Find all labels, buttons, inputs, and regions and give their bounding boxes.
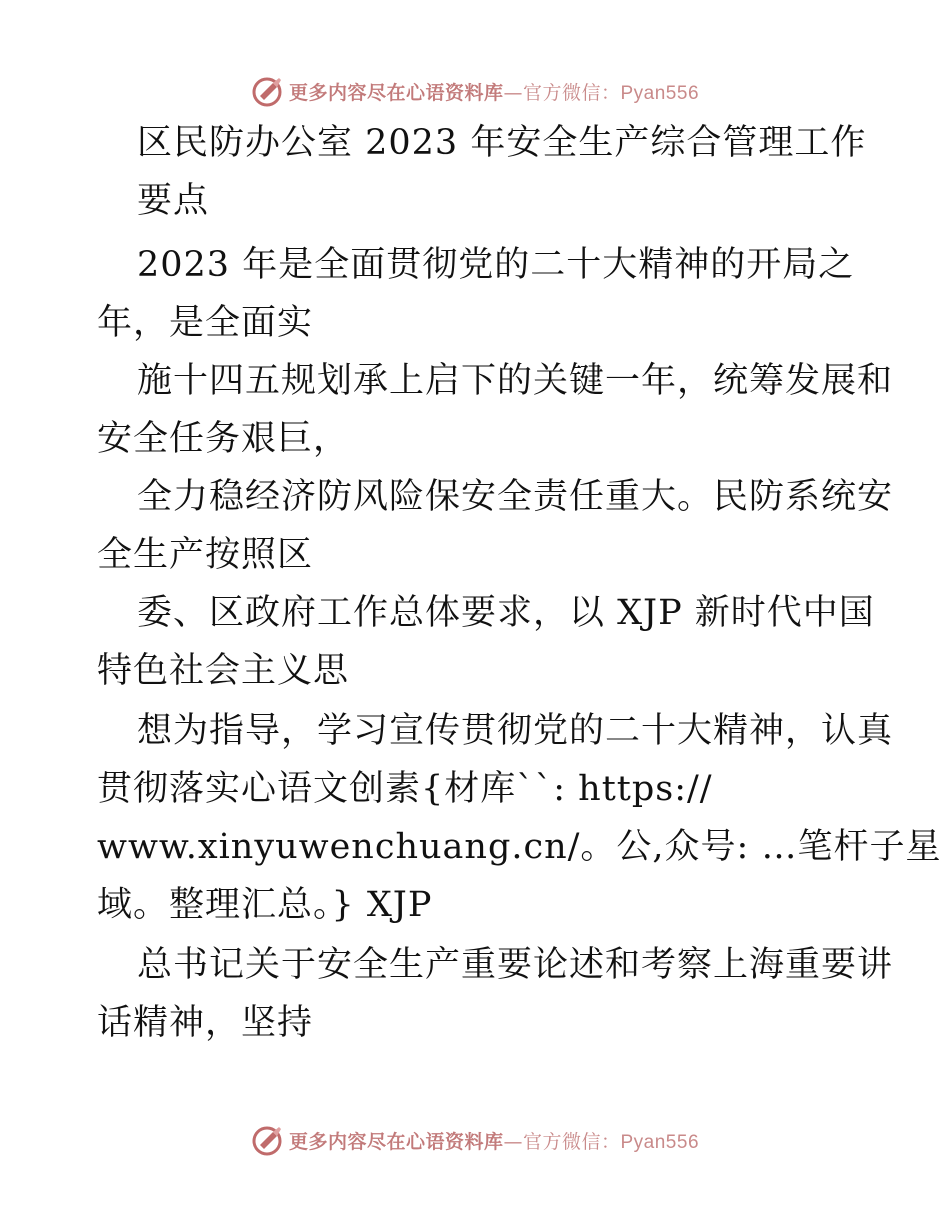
paragraph-line: 全力稳经济防风险保安全责任重大。民防系统安 — [137, 477, 894, 517]
paragraph-line: 年，是全面实 — [97, 303, 314, 343]
paragraph-line: 话精神，坚持 — [97, 1003, 314, 1043]
paragraph-line: 特色社会主义思 — [97, 651, 350, 691]
paragraph-line: 贯彻落实心语文创素{材库``: https:// — [97, 769, 713, 809]
paragraph-line: 全生产按照区 — [97, 535, 314, 575]
banner-id: Pyan556 — [620, 1131, 700, 1153]
doc-title-line-1: 区民防办公室 2023 年安全生产综合管理工作 — [137, 123, 867, 163]
banner-sub: 官方微信： — [522, 1130, 621, 1153]
header-watermark-banner — [0, 71, 950, 111]
banner-dash: — — [503, 81, 523, 104]
banner-dash: — — [503, 1130, 523, 1153]
paragraph-line: 2023 年是全面贯彻党的二十大精神的开局之 — [137, 245, 855, 285]
paragraph-line: 想为指导，学习宣传贯彻党的二十大精神，认真 — [137, 711, 894, 751]
paragraph-line: 总书记关于安全生产重要论述和考察上海重要讲 — [137, 945, 894, 985]
paragraph-line: 安全任务艰巨， — [97, 419, 350, 459]
paragraph-line: www.xinyuwenchuang.cn/。公,众号: …笔杆子星 — [97, 827, 942, 867]
footer-watermark-banner — [0, 1120, 950, 1160]
banner-id: Pyan556 — [620, 82, 700, 104]
paragraph-line: 施十四五规划承上启下的关键一年，统筹发展和 — [137, 361, 894, 401]
doc-title-line-2: 要点 — [137, 181, 210, 221]
banner-text — [289, 78, 699, 105]
paragraph-line: 域。整理汇总。} XJP — [97, 885, 433, 925]
banner-lead: 更多内容尽在心语资料库 — [288, 81, 504, 104]
logo-icon — [251, 74, 285, 108]
banner-text — [289, 1127, 699, 1154]
banner-sub: 官方微信： — [522, 81, 621, 104]
paragraph-line: 委、区政府工作总体要求，以 XJP 新时代中国 — [137, 593, 875, 633]
banner-lead: 更多内容尽在心语资料库 — [288, 1130, 504, 1153]
logo-icon — [251, 1123, 285, 1157]
